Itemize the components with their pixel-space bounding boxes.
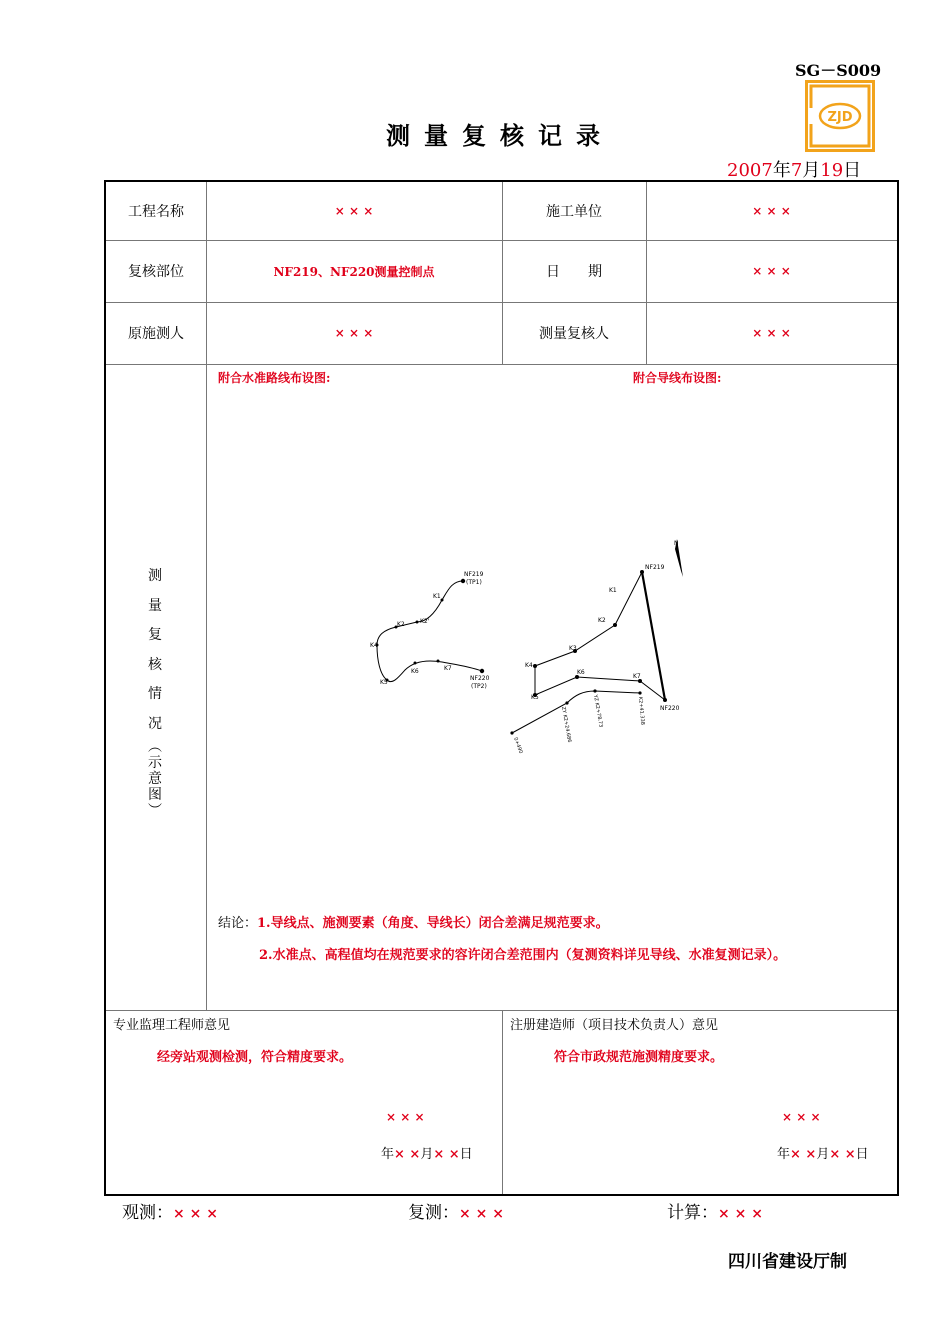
tv-label-nf219: NF219 <box>645 564 665 571</box>
leveling-point <box>441 599 444 602</box>
station-point <box>638 691 641 694</box>
lv-label-nf219: NF219 <box>464 571 484 578</box>
station-point <box>565 701 568 704</box>
traverse-caption: 附合导线布设图: <box>633 371 722 385</box>
tv-station-4: K2+41.338 <box>637 696 646 726</box>
station-point <box>593 689 596 692</box>
traverse-point <box>663 698 667 702</box>
traverse-layout-diagram <box>505 535 705 760</box>
section-char: ︵ <box>148 739 162 755</box>
lv-label-k1: K1 <box>433 593 441 600</box>
footer-calc: 计算：× × × <box>667 1203 763 1223</box>
tv-label-k5: K5 <box>531 694 539 701</box>
section-char: 核 <box>148 656 162 673</box>
section-char: ︶ <box>148 803 162 819</box>
tv-label-north: N <box>674 540 679 547</box>
lv-label-k5: K5 <box>380 679 388 686</box>
survey-review-table <box>104 180 899 1196</box>
supervisor-date: 年× ×月× ×日 <box>381 1147 473 1162</box>
section-label-vertical <box>144 562 166 819</box>
project-name-value: × × × <box>334 204 374 218</box>
supervisor-signature: × × × <box>386 1110 425 1124</box>
date-year: 2007 <box>727 160 773 181</box>
date-year-unit: 年 <box>772 160 791 181</box>
footer-recheck: 复测：× × × <box>408 1203 504 1223</box>
section-char: 示 <box>148 755 162 771</box>
tv-station-2: ZY K2+24.686 <box>560 706 573 744</box>
lv-label-tp2: (TP2) <box>471 683 487 690</box>
traverse-point <box>640 570 644 574</box>
supervisor-opinion-label: 专业监理工程师意见 <box>113 1018 231 1033</box>
date-day: 19 <box>820 160 844 181</box>
tv-label-k2: K2 <box>598 617 606 624</box>
lv-label-k2b: K2' <box>420 618 430 625</box>
leveling-point <box>414 662 417 665</box>
date-day-unit: 日 <box>843 160 862 181</box>
section-char: 况 <box>148 715 162 732</box>
section-char: 意 <box>148 771 162 787</box>
lv-label-k2: K2 <box>397 621 405 628</box>
leveling-route-diagram <box>360 560 500 695</box>
section-char: 情 <box>148 686 162 702</box>
section-char: 复 <box>148 627 162 643</box>
tv-station-1: 0+490 <box>512 736 524 755</box>
construction-unit-value: × × × <box>752 204 791 218</box>
constructor-opinion-label: 注册建造师（项目技术负责人）意见 <box>510 1018 719 1033</box>
conclusion-line-1 <box>218 912 609 931</box>
date-label: 日 期 <box>546 264 602 280</box>
constructor-date: 年× ×月× ×日 <box>777 1147 869 1162</box>
tv-label-k1: K1 <box>609 587 617 594</box>
leveling-point <box>416 621 419 624</box>
tv-label-nf220: NF220 <box>660 705 680 712</box>
conclusion-line-2: 2.水准点、高程值均在规范要求的容许闭合差范围内（复测资料详见导线、水准复测记录）。 <box>259 948 787 963</box>
original-surveyor-label: 原施测人 <box>128 326 184 342</box>
traverse-point <box>613 623 617 627</box>
conclusion-text-1: 1.导线点、施测要素（角度、导线长）闭合差满足规范要求。 <box>257 916 609 931</box>
tv-station-3: YZ K2+78.73 <box>592 694 604 728</box>
leveling-point <box>461 579 465 583</box>
supervisor-opinion-text: 经旁站观测检测，符合精度要求。 <box>157 1050 353 1065</box>
leveling-caption: 附合水准路线布设图: <box>218 371 331 385</box>
tv-label-k6: K6 <box>577 669 585 676</box>
section-char: 图 <box>148 787 162 803</box>
review-part-label: 复核部位 <box>128 264 184 280</box>
reviewer-label: 测量复核人 <box>539 326 609 342</box>
lv-label-k7: K7 <box>444 665 452 672</box>
reviewer-value: × × × <box>752 326 791 340</box>
constructor-opinion-text: 符合市政规范施测精度要求。 <box>554 1050 724 1065</box>
tv-label-k4: K4 <box>525 662 533 669</box>
conclusion-label: 结论： <box>218 916 258 931</box>
footer-observe: 观测：× × × <box>122 1203 218 1223</box>
station-point <box>510 731 513 734</box>
lv-label-tp1: (TP1) <box>466 579 482 586</box>
lv-label-nf220: NF220 <box>470 675 490 682</box>
record-date <box>727 156 861 182</box>
page-title: 测量复核记录 <box>386 121 614 150</box>
section-char: 量 <box>148 597 162 614</box>
section-char: 测 <box>148 568 162 584</box>
project-name-label: 工程名称 <box>128 204 184 220</box>
construction-unit-label: 施工单位 <box>546 204 602 220</box>
review-part-value: NF219、NF220测量控制点 <box>273 264 435 279</box>
logo-text: ZJD <box>827 110 853 125</box>
date-month: 7 <box>790 160 803 181</box>
form-code: SG－S009 <box>795 61 882 80</box>
constructor-signature: × × × <box>782 1110 821 1124</box>
date-month-unit: 月 <box>802 160 821 181</box>
issuer: 四川省建设厅制 <box>728 1252 847 1272</box>
leveling-point <box>480 669 484 673</box>
leveling-point <box>437 660 440 663</box>
original-surveyor-value: × × × <box>334 326 374 340</box>
lv-label-k6: K6 <box>411 668 419 675</box>
tv-label-k7: K7 <box>633 673 641 680</box>
lv-label-k4: K4 <box>370 642 378 649</box>
tv-label-k3: K3 <box>569 645 577 652</box>
traverse-point <box>533 664 537 668</box>
date-value: × × × <box>752 264 791 278</box>
